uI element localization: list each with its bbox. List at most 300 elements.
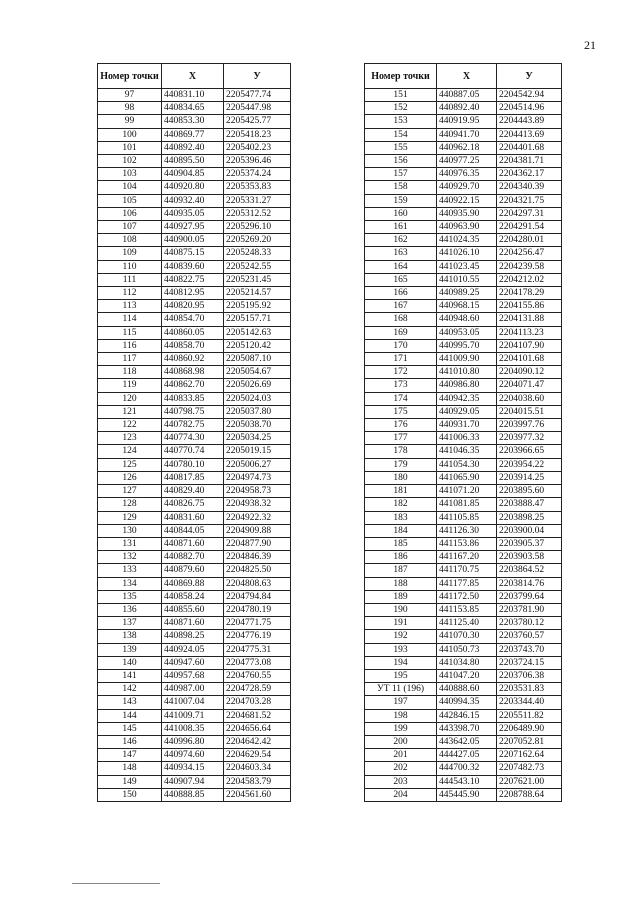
- x-coordinate-cell: 440834.65: [162, 102, 224, 115]
- point-number-cell: 163: [365, 247, 437, 260]
- point-number-cell: 97: [98, 89, 162, 102]
- y-coordinate-cell: 2205248.33: [224, 247, 291, 260]
- y-coordinate-cell: 2204178.29: [497, 287, 562, 300]
- y-coordinate-cell: 2204775.31: [224, 643, 291, 656]
- table-row: [98, 485, 291, 498]
- table-row: [98, 168, 291, 181]
- x-coordinate-cell: 440922.15: [437, 194, 497, 207]
- y-coordinate-cell: 2205195.92: [224, 300, 291, 313]
- point-number-cell: 183: [365, 511, 437, 524]
- point-number-cell: 142: [98, 683, 162, 696]
- point-number-cell: 187: [365, 564, 437, 577]
- y-coordinate-cell: 2205142.63: [224, 326, 291, 339]
- point-number-cell: 156: [365, 155, 437, 168]
- y-coordinate-cell: 2205054.67: [224, 366, 291, 379]
- point-number-cell: 126: [98, 471, 162, 484]
- point-number-cell: 177: [365, 432, 437, 445]
- table-row: [98, 326, 291, 339]
- point-number-cell: 170: [365, 339, 437, 352]
- y-coordinate-cell: 2203814.76: [497, 577, 562, 590]
- table-row: [98, 537, 291, 550]
- table-row: [365, 115, 562, 128]
- x-coordinate-cell: 441071.20: [437, 485, 497, 498]
- y-coordinate-cell: 2203954.22: [497, 458, 562, 471]
- x-coordinate-cell: 440904.85: [162, 168, 224, 181]
- point-number-cell: 122: [98, 419, 162, 432]
- y-coordinate-cell: 2203743.70: [497, 643, 562, 656]
- point-number-cell: 155: [365, 141, 437, 154]
- x-coordinate-cell: 440929.05: [437, 405, 497, 418]
- table-row: [98, 498, 291, 511]
- table-row: [365, 683, 562, 696]
- x-coordinate-cell: 440957.68: [162, 669, 224, 682]
- coordinates-table-right: [364, 63, 562, 802]
- point-number-cell: УТ 11 (196): [365, 683, 437, 696]
- x-coordinate-cell: 440855.60: [162, 603, 224, 616]
- table-row: [98, 458, 291, 471]
- y-coordinate-cell: 2207162.64: [497, 749, 562, 762]
- y-coordinate-cell: 2205242.55: [224, 260, 291, 273]
- table-row: [365, 749, 562, 762]
- y-coordinate-cell: 2205374.24: [224, 168, 291, 181]
- x-coordinate-cell: 440833.85: [162, 392, 224, 405]
- y-coordinate-cell: 2205396.46: [224, 155, 291, 168]
- point-number-cell: 107: [98, 221, 162, 234]
- table-row: [365, 590, 562, 603]
- x-coordinate-cell: 441034.80: [437, 656, 497, 669]
- y-coordinate-cell: 2205120.42: [224, 339, 291, 352]
- x-coordinate-cell: 440831.60: [162, 511, 224, 524]
- point-number-cell: 186: [365, 551, 437, 564]
- x-coordinate-cell: 440860.92: [162, 353, 224, 366]
- table-row: [98, 432, 291, 445]
- point-number-cell: 188: [365, 577, 437, 590]
- y-coordinate-cell: 2204297.31: [497, 207, 562, 220]
- point-number-cell: 151: [365, 89, 437, 102]
- y-coordinate-cell: 2204909.88: [224, 524, 291, 537]
- table-row: [365, 775, 562, 788]
- x-coordinate-cell: 443398.70: [437, 722, 497, 735]
- table-row: [98, 590, 291, 603]
- table-row: [365, 551, 562, 564]
- x-coordinate-cell: 440875.15: [162, 247, 224, 260]
- x-coordinate-cell: 444427.05: [437, 749, 497, 762]
- x-coordinate-cell: 440858.24: [162, 590, 224, 603]
- y-coordinate-cell: 2205034.25: [224, 432, 291, 445]
- point-number-cell: 168: [365, 313, 437, 326]
- x-coordinate-cell: 440929.70: [437, 181, 497, 194]
- y-coordinate-cell: 2205037.80: [224, 405, 291, 418]
- y-coordinate-cell: 2205418.23: [224, 128, 291, 141]
- x-coordinate-cell: 440907.94: [162, 775, 224, 788]
- x-coordinate-cell: 441008.35: [162, 722, 224, 735]
- x-coordinate-cell: 444700.32: [437, 762, 497, 775]
- point-number-cell: 152: [365, 102, 437, 115]
- table-row: [365, 405, 562, 418]
- table-row: [365, 221, 562, 234]
- y-coordinate-cell: 2204256.47: [497, 247, 562, 260]
- y-coordinate-cell: 2203966.65: [497, 445, 562, 458]
- point-number-cell: 175: [365, 405, 437, 418]
- point-number-cell: 176: [365, 419, 437, 432]
- table-row: [98, 762, 291, 775]
- table-row: [98, 115, 291, 128]
- point-number-cell: 141: [98, 669, 162, 682]
- y-coordinate-cell: 2204877.90: [224, 537, 291, 550]
- x-coordinate-cell: 441070.30: [437, 630, 497, 643]
- table-row: [98, 709, 291, 722]
- x-coordinate-cell: 440941.70: [437, 128, 497, 141]
- table-body-right: [365, 89, 562, 802]
- x-coordinate-cell: 441172.50: [437, 590, 497, 603]
- table-row: [365, 260, 562, 273]
- table-row: [98, 617, 291, 630]
- point-number-cell: 172: [365, 366, 437, 379]
- y-coordinate-cell: 2204773.08: [224, 656, 291, 669]
- point-number-cell: 199: [365, 722, 437, 735]
- x-coordinate-cell: 440963.90: [437, 221, 497, 234]
- y-coordinate-cell: 2203799.64: [497, 590, 562, 603]
- y-coordinate-cell: 2205402.23: [224, 141, 291, 154]
- y-coordinate-cell: 2204071.47: [497, 379, 562, 392]
- y-coordinate-cell: 2204101.68: [497, 353, 562, 366]
- x-coordinate-cell: 441125.40: [437, 617, 497, 630]
- table-row: [98, 102, 291, 115]
- x-coordinate-cell: 442846.15: [437, 709, 497, 722]
- x-coordinate-cell: 440844.05: [162, 524, 224, 537]
- x-coordinate-cell: 440953.05: [437, 326, 497, 339]
- y-coordinate-cell: 2203997.76: [497, 419, 562, 432]
- x-coordinate-cell: 440935.90: [437, 207, 497, 220]
- y-coordinate-cell: 2203780.12: [497, 617, 562, 630]
- point-number-cell: 115: [98, 326, 162, 339]
- y-coordinate-cell: 2204401.68: [497, 141, 562, 154]
- point-number-cell: 130: [98, 524, 162, 537]
- point-number-cell: 128: [98, 498, 162, 511]
- x-coordinate-cell: 440869.77: [162, 128, 224, 141]
- table-row: [365, 656, 562, 669]
- point-number-cell: 165: [365, 273, 437, 286]
- table-row: [365, 524, 562, 537]
- x-coordinate-cell: 440962.18: [437, 141, 497, 154]
- point-number-cell: 171: [365, 353, 437, 366]
- coordinates-table-left: [97, 63, 291, 802]
- point-number-cell: 133: [98, 564, 162, 577]
- y-coordinate-cell: 2203888.47: [497, 498, 562, 511]
- y-coordinate-cell: 2203724.15: [497, 656, 562, 669]
- table-row: [98, 287, 291, 300]
- table-row: [365, 168, 562, 181]
- point-number-cell: 192: [365, 630, 437, 643]
- point-number-cell: 143: [98, 696, 162, 709]
- x-coordinate-cell: 440942.35: [437, 392, 497, 405]
- point-number-cell: 124: [98, 445, 162, 458]
- x-coordinate-cell: 441167.20: [437, 551, 497, 564]
- y-coordinate-cell: 2204015.51: [497, 405, 562, 418]
- x-coordinate-cell: 440871.60: [162, 617, 224, 630]
- table-row: [365, 366, 562, 379]
- table-row: [365, 471, 562, 484]
- point-number-cell: 129: [98, 511, 162, 524]
- point-number-cell: 144: [98, 709, 162, 722]
- table-row: [98, 643, 291, 656]
- table-row: [365, 273, 562, 286]
- table-row: [365, 141, 562, 154]
- x-coordinate-cell: 441177.85: [437, 577, 497, 590]
- table-row: [98, 339, 291, 352]
- x-coordinate-cell: 440831.10: [162, 89, 224, 102]
- point-number-cell: 114: [98, 313, 162, 326]
- x-coordinate-cell: 440888.60: [437, 683, 497, 696]
- point-number-cell: 178: [365, 445, 437, 458]
- y-coordinate-cell: 2205511.82: [497, 709, 562, 722]
- y-coordinate-cell: 2203914.25: [497, 471, 562, 484]
- point-number-cell: 127: [98, 485, 162, 498]
- y-coordinate-cell: 2204825.50: [224, 564, 291, 577]
- x-coordinate-cell: 444543.10: [437, 775, 497, 788]
- table-row: [98, 419, 291, 432]
- y-coordinate-cell: 2204131.88: [497, 313, 562, 326]
- x-coordinate-cell: 440871.60: [162, 537, 224, 550]
- x-coordinate-cell: 440948.60: [437, 313, 497, 326]
- point-number-cell: 138: [98, 630, 162, 643]
- x-coordinate-cell: 445445.90: [437, 788, 497, 801]
- x-coordinate-cell: 440887.05: [437, 89, 497, 102]
- table-row: [365, 537, 562, 550]
- y-coordinate-cell: 2205331.27: [224, 194, 291, 207]
- table-row: [365, 432, 562, 445]
- point-number-cell: 180: [365, 471, 437, 484]
- x-coordinate-cell: 441054.30: [437, 458, 497, 471]
- x-coordinate-cell: 440839.60: [162, 260, 224, 273]
- y-coordinate-cell: 2205038.70: [224, 419, 291, 432]
- x-coordinate-cell: 441009.90: [437, 353, 497, 366]
- y-coordinate-cell: 2204212.02: [497, 273, 562, 286]
- point-number-cell: 167: [365, 300, 437, 313]
- table-row: [98, 181, 291, 194]
- x-coordinate-cell: 440947.60: [162, 656, 224, 669]
- y-coordinate-cell: 2204846.39: [224, 551, 291, 564]
- y-coordinate-cell: 2204771.75: [224, 617, 291, 630]
- y-coordinate-cell: 2204603.34: [224, 762, 291, 775]
- table-row: [98, 564, 291, 577]
- y-coordinate-cell: 2204776.19: [224, 630, 291, 643]
- x-coordinate-cell: 441010.55: [437, 273, 497, 286]
- x-coordinate-cell: 440892.40: [437, 102, 497, 115]
- y-coordinate-cell: 2204642.42: [224, 735, 291, 748]
- table-row: [365, 458, 562, 471]
- x-coordinate-cell: 441006.33: [437, 432, 497, 445]
- point-number-cell: 98: [98, 102, 162, 115]
- x-coordinate-cell: 440900.05: [162, 234, 224, 247]
- y-coordinate-cell: 2204583.79: [224, 775, 291, 788]
- x-coordinate-cell: 440927.95: [162, 221, 224, 234]
- y-coordinate-cell: 2205269.20: [224, 234, 291, 247]
- header-x: Х: [162, 64, 224, 89]
- x-coordinate-cell: 440994.35: [437, 696, 497, 709]
- y-coordinate-cell: 2204703.28: [224, 696, 291, 709]
- x-coordinate-cell: 441023.45: [437, 260, 497, 273]
- y-coordinate-cell: 2205231.45: [224, 273, 291, 286]
- x-coordinate-cell: 441010.80: [437, 366, 497, 379]
- y-coordinate-cell: 2204922.32: [224, 511, 291, 524]
- x-coordinate-cell: 440968.15: [437, 300, 497, 313]
- point-number-cell: 112: [98, 287, 162, 300]
- table-row: [365, 194, 562, 207]
- point-number-cell: 201: [365, 749, 437, 762]
- point-number-cell: 110: [98, 260, 162, 273]
- y-coordinate-cell: 2204681.52: [224, 709, 291, 722]
- x-coordinate-cell: 440882.70: [162, 551, 224, 564]
- table-row: [365, 762, 562, 775]
- point-number-cell: 145: [98, 722, 162, 735]
- y-coordinate-cell: 2204413.69: [497, 128, 562, 141]
- x-coordinate-cell: 440829.40: [162, 485, 224, 498]
- y-coordinate-cell: 2204780.19: [224, 603, 291, 616]
- table-row: [365, 630, 562, 643]
- y-coordinate-cell: 2204239.58: [497, 260, 562, 273]
- table-row: [98, 788, 291, 801]
- x-coordinate-cell: 441050.73: [437, 643, 497, 656]
- table-row: [98, 405, 291, 418]
- y-coordinate-cell: 2203760.57: [497, 630, 562, 643]
- table-row: [98, 551, 291, 564]
- table-row: [365, 788, 562, 801]
- y-coordinate-cell: 2204794.84: [224, 590, 291, 603]
- x-coordinate-cell: 441007.04: [162, 696, 224, 709]
- table-row: [365, 313, 562, 326]
- point-number-cell: 194: [365, 656, 437, 669]
- x-coordinate-cell: 443642.05: [437, 735, 497, 748]
- table-row: [98, 683, 291, 696]
- y-coordinate-cell: 2204038.60: [497, 392, 562, 405]
- y-coordinate-cell: 2203898.25: [497, 511, 562, 524]
- table-row: [98, 749, 291, 762]
- x-coordinate-cell: 440817.85: [162, 471, 224, 484]
- point-number-cell: 121: [98, 405, 162, 418]
- x-coordinate-cell: 440798.75: [162, 405, 224, 418]
- point-number-cell: 149: [98, 775, 162, 788]
- x-coordinate-cell: 441009.71: [162, 709, 224, 722]
- table-row: [365, 392, 562, 405]
- y-coordinate-cell: 2206489.90: [497, 722, 562, 735]
- y-coordinate-cell: 2203905.37: [497, 537, 562, 550]
- point-number-cell: 147: [98, 749, 162, 762]
- point-number-cell: 111: [98, 273, 162, 286]
- y-coordinate-cell: 2203900.04: [497, 524, 562, 537]
- y-coordinate-cell: 2205425.77: [224, 115, 291, 128]
- point-number-cell: 184: [365, 524, 437, 537]
- table-row: [365, 207, 562, 220]
- table-row: [365, 696, 562, 709]
- x-coordinate-cell: 440869.88: [162, 577, 224, 590]
- y-coordinate-cell: 2204629.54: [224, 749, 291, 762]
- y-coordinate-cell: 2203977.32: [497, 432, 562, 445]
- point-number-cell: 158: [365, 181, 437, 194]
- x-coordinate-cell: 440858.70: [162, 339, 224, 352]
- x-coordinate-cell: 440820.95: [162, 300, 224, 313]
- y-coordinate-cell: 2204280.01: [497, 234, 562, 247]
- y-coordinate-cell: 2205312.52: [224, 207, 291, 220]
- table-row: [98, 656, 291, 669]
- y-coordinate-cell: 2204656.64: [224, 722, 291, 735]
- x-coordinate-cell: 440892.40: [162, 141, 224, 154]
- x-coordinate-cell: 440935.05: [162, 207, 224, 220]
- point-number-cell: 164: [365, 260, 437, 273]
- point-number-cell: 140: [98, 656, 162, 669]
- point-number-cell: 174: [365, 392, 437, 405]
- x-coordinate-cell: 441105.85: [437, 511, 497, 524]
- table-row: [98, 471, 291, 484]
- y-coordinate-cell: 2205447.98: [224, 102, 291, 115]
- table-row: [365, 617, 562, 630]
- page-number: 21: [584, 38, 596, 52]
- y-coordinate-cell: 2204113.23: [497, 326, 562, 339]
- table-row: [365, 511, 562, 524]
- x-coordinate-cell: 440931.70: [437, 419, 497, 432]
- x-coordinate-cell: 440782.75: [162, 419, 224, 432]
- point-number-cell: 203: [365, 775, 437, 788]
- x-coordinate-cell: 440774.30: [162, 432, 224, 445]
- y-coordinate-cell: 2204381.71: [497, 155, 562, 168]
- x-coordinate-cell: 440853.30: [162, 115, 224, 128]
- x-coordinate-cell: 440924.05: [162, 643, 224, 656]
- point-number-cell: 179: [365, 458, 437, 471]
- x-coordinate-cell: 441170.75: [437, 564, 497, 577]
- point-number-cell: 185: [365, 537, 437, 550]
- y-coordinate-cell: 2205019.15: [224, 445, 291, 458]
- header-y: У: [497, 64, 562, 89]
- y-coordinate-cell: 2207621.00: [497, 775, 562, 788]
- x-coordinate-cell: 440986.80: [437, 379, 497, 392]
- table-row: [98, 445, 291, 458]
- x-coordinate-cell: 440898.25: [162, 630, 224, 643]
- x-coordinate-cell: 440895.50: [162, 155, 224, 168]
- x-coordinate-cell: 441024.35: [437, 234, 497, 247]
- y-coordinate-cell: 2207052.81: [497, 735, 562, 748]
- point-number-cell: 169: [365, 326, 437, 339]
- x-coordinate-cell: 441046.35: [437, 445, 497, 458]
- table-row: [98, 247, 291, 260]
- y-coordinate-cell: 2204958.73: [224, 485, 291, 498]
- y-coordinate-cell: 2203531.83: [497, 683, 562, 696]
- table-row: [98, 207, 291, 220]
- table-row: [365, 603, 562, 616]
- table-row: [365, 735, 562, 748]
- x-coordinate-cell: 440860.05: [162, 326, 224, 339]
- x-coordinate-cell: 440879.60: [162, 564, 224, 577]
- point-number-cell: 134: [98, 577, 162, 590]
- y-coordinate-cell: 2204808.63: [224, 577, 291, 590]
- table-row: [365, 155, 562, 168]
- point-number-cell: 200: [365, 735, 437, 748]
- table-row: [365, 577, 562, 590]
- point-number-cell: 103: [98, 168, 162, 181]
- y-coordinate-cell: 2203903.58: [497, 551, 562, 564]
- point-number-cell: 101: [98, 141, 162, 154]
- point-number-cell: 125: [98, 458, 162, 471]
- point-number-cell: 190: [365, 603, 437, 616]
- y-coordinate-cell: 2204443.89: [497, 115, 562, 128]
- point-number-cell: 150: [98, 788, 162, 801]
- point-number-cell: 100: [98, 128, 162, 141]
- x-coordinate-cell: 440868.98: [162, 366, 224, 379]
- y-coordinate-cell: 2204728.59: [224, 683, 291, 696]
- point-number-cell: 193: [365, 643, 437, 656]
- x-coordinate-cell: 440976.35: [437, 168, 497, 181]
- x-coordinate-cell: 440854.70: [162, 313, 224, 326]
- table-row: [365, 247, 562, 260]
